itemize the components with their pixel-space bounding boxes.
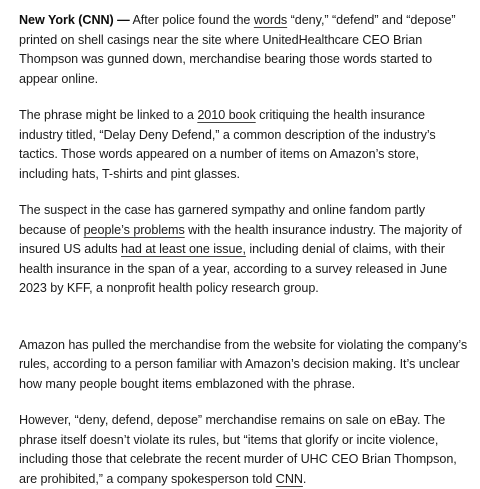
paragraph-2 <box>19 106 471 184</box>
paragraph-4 <box>19 336 471 395</box>
paragraph-5 <box>19 411 471 489</box>
paragraph-2-text-b: critiquing the health insurance industry titled, “Delay Deny Defend,” a common description of the industry’s tactics. Those words appeared on a number of items on Amazon’s store, including hats, T-shirts and pint glasses. <box>19 108 436 181</box>
paragraph-3-text-a: The suspect in the case has garnered sympathy and online fandom partly because of <box>19 203 426 237</box>
link-had-at-least-one-issue[interactable]: had at least one issue, <box>121 242 246 256</box>
paragraph-1-text-a: After police found the <box>129 13 254 27</box>
link-2010-book[interactable]: 2010 book <box>197 108 256 122</box>
paragraph-5-text-a: However, “deny, defend, depose” merchandise remains on sale on eBay. The phrase itself doesn’t violate its rules, but “items that glorify or incite violence, including those that celebrate the recent murder of UHC CEO Brian Thompson, are prohibited,” a company spokesperson told <box>19 413 457 486</box>
link-peoples-problems[interactable]: people’s problems <box>83 222 185 237</box>
paragraph-3-text-c: including denial of claims, with their health insurance in the span of a year, according to a survey released in June 2023 by KFF, a nonprofit health policy research group. <box>19 242 448 295</box>
dateline: New York (CNN) — <box>19 13 130 27</box>
paragraph-1-text-b: “deny,” “defend” and “depose” printed on shell casings near the site where UnitedHealthcare CEO Brian Thompson was gunned down, merchandise bearing those words started to appear online. <box>19 13 456 86</box>
link-words[interactable]: words <box>253 13 288 27</box>
paragraph-3 <box>19 201 471 299</box>
paragraph-4-text: Amazon has pulled the merchandise from the website for violating the company’s rules, according to a person familiar with Amazon’s decision making. It’s unclear how many people bought items emblazoned with the phrase. <box>19 337 468 391</box>
ad-spacer <box>19 299 471 336</box>
paragraph-3-text-b: with the health insurance industry. The majority of insured US adults <box>19 222 462 256</box>
paragraph-1 <box>19 11 471 89</box>
paragraph-5-text-b: . <box>302 471 307 486</box>
article-body <box>19 11 471 489</box>
paragraph-2-text-a: The phrase might be linked to a <box>19 108 198 122</box>
link-cnn[interactable]: CNN <box>275 471 303 486</box>
